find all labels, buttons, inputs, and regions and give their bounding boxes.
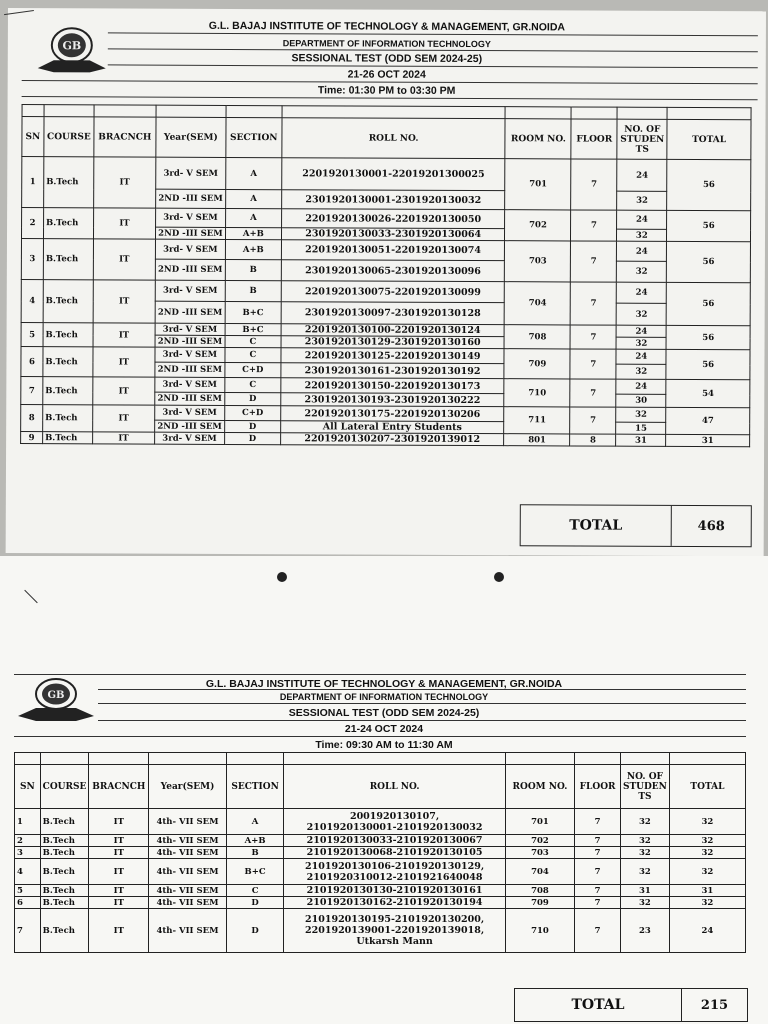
pen-mark	[24, 590, 37, 603]
cell-students: 32	[616, 364, 666, 379]
cell-sn: 1	[22, 157, 44, 208]
cell-course: B.Tech	[44, 157, 94, 208]
cell-branch: IT	[93, 208, 155, 239]
cell-floor: 7	[570, 349, 616, 379]
cell-course: B.Tech	[43, 377, 93, 405]
cell-roll: 2101920130162-2101920130194	[284, 897, 505, 909]
cell-branch: IT	[94, 157, 156, 208]
cell-year: 2ND -III SEM	[155, 420, 225, 432]
cell-roll: 2301920130001-2301920130032	[281, 190, 505, 210]
cell-floor: 7	[575, 809, 621, 835]
exam-time: Time: 09:30 AM to 11:30 AM	[315, 738, 453, 751]
cell-total: 56	[667, 241, 751, 282]
cell-year: 3rd- V SEM	[155, 323, 225, 335]
cell-section: A	[225, 208, 281, 227]
table-row	[15, 809, 746, 835]
cell-section: C+D	[225, 362, 281, 377]
cell-course: B.Tech	[43, 323, 93, 347]
cell-year: 2ND -III SEM	[155, 392, 225, 405]
col-header-roll: ROLL NO.	[284, 765, 505, 809]
grand-total-value: 215	[700, 997, 729, 1013]
cell-total: 32	[669, 847, 745, 859]
seating-table-morning	[14, 752, 746, 953]
cell-year: 4th- VII SEM	[149, 885, 226, 897]
cell-room: 711	[504, 407, 570, 434]
cell-sn: 4	[21, 280, 43, 323]
punch-hole	[277, 572, 287, 582]
seating-table-afternoon	[20, 104, 751, 447]
cell-floor: 7	[575, 909, 621, 953]
col-header-section: SECTION	[226, 117, 282, 157]
cell-year: 4th- VII SEM	[149, 909, 226, 953]
cell-section: C	[225, 377, 281, 392]
cell-section: D	[226, 909, 284, 953]
cell-students: 32	[616, 407, 666, 422]
cell-year: 3rd- V SEM	[155, 239, 225, 259]
cell-year: 4th- VII SEM	[149, 835, 226, 847]
cell-floor: 7	[575, 847, 621, 859]
col-header-students: NO. OF STUDEN TS	[620, 765, 669, 809]
cell-total: 32	[669, 809, 745, 835]
cell-branch: IT	[89, 909, 149, 953]
cell-year: 3rd- V SEM	[155, 405, 225, 420]
cell-course: B.Tech	[43, 432, 93, 444]
cell-room: 702	[505, 835, 574, 847]
cell-roll: 2201920130075-2201920130099	[281, 281, 505, 303]
cell-sn: 2	[15, 835, 41, 847]
col-header-total: TOTAL	[669, 765, 745, 809]
cell-year: 2ND -III SEM	[155, 259, 225, 280]
cell-sn: 4	[15, 859, 41, 885]
cell-roll: All Lateral Entry Students	[280, 421, 504, 434]
cell-section: A	[226, 157, 282, 189]
cell-year: 3rd- V SEM	[155, 347, 225, 362]
cell-section: B	[226, 847, 284, 859]
cell-room: 702	[505, 210, 571, 241]
grand-total-value: 468	[697, 518, 725, 534]
cell-section: D	[225, 392, 281, 405]
cell-room: 704	[505, 282, 571, 325]
cell-section: B+C	[225, 301, 281, 323]
cell-year: 2ND -III SEM	[155, 335, 225, 347]
grand-total-box	[520, 504, 752, 547]
grand-total-box	[514, 988, 748, 1022]
cell-total: 32	[669, 859, 745, 885]
cell-room: 701	[505, 159, 571, 210]
cell-total: 24	[669, 909, 745, 953]
table-row	[15, 897, 746, 909]
exam-title: SESSIONAL TEST (ODD SEM 2024-25)	[288, 706, 480, 719]
table-row	[15, 885, 746, 897]
cell-roll: 2301920130033-2301920130064	[281, 228, 505, 241]
cell-course: B.Tech	[43, 405, 93, 432]
cell-sn: 8	[21, 405, 43, 432]
cell-roll: 2201920130001-22019201300025	[282, 158, 506, 191]
cell-section: A	[226, 809, 284, 835]
cell-roll: 2201920130026-2201920130050	[281, 209, 505, 229]
cell-section: B+C	[225, 323, 281, 335]
cell-course: B.Tech	[40, 859, 89, 885]
cell-section: D	[225, 420, 281, 432]
cell-roll: 2201920130100-2201920130124	[281, 324, 505, 337]
cell-year: 3rd- V SEM	[155, 432, 225, 444]
cell-year: 3rd- V SEM	[155, 377, 225, 392]
cell-sn: 6	[15, 897, 41, 909]
cell-sn: 2	[21, 208, 43, 239]
cell-sn: 7	[15, 909, 41, 953]
cell-students: 31	[616, 434, 666, 446]
cell-year: 3rd- V SEM	[156, 157, 226, 189]
cell-students: 32	[617, 261, 667, 282]
col-header-year: Year(SEM)	[156, 117, 226, 157]
cell-students: 24	[616, 379, 666, 394]
cell-course: B.Tech	[43, 347, 93, 377]
svg-text:GB: GB	[62, 39, 82, 53]
exam-dates: 21-26 OCT 2024	[347, 67, 426, 81]
svg-text:GB: GB	[47, 690, 65, 701]
cell-total: 56	[666, 282, 750, 325]
cell-roll: 2301920130065-2301920130096	[281, 260, 505, 282]
cell-room: 704	[505, 859, 574, 885]
cell-students: 32	[616, 337, 666, 349]
cell-course: B.Tech	[43, 280, 93, 323]
cell-students: 24	[617, 282, 667, 303]
cell-section: B	[225, 259, 281, 280]
col-header-branch: BRACNCH	[94, 117, 156, 157]
col-header-branch: BRACNCH	[89, 765, 149, 809]
cell-total: 56	[666, 349, 750, 379]
cell-sn: 5	[15, 885, 41, 897]
cell-branch: IT	[93, 280, 155, 323]
cell-students: 32	[620, 859, 669, 885]
cell-floor: 7	[575, 835, 621, 847]
col-header-room: ROOM NO.	[505, 119, 571, 159]
cell-roll: 2201920130175-2201920130206	[281, 406, 505, 422]
cell-course: B.Tech	[40, 847, 89, 859]
cell-room: 708	[505, 325, 571, 349]
table-row	[21, 432, 750, 447]
cell-section: A+B	[225, 227, 281, 239]
col-header-course: COURSE	[44, 117, 94, 157]
cell-roll: 2201920130125-2201920130149	[281, 348, 505, 364]
table-row	[15, 847, 746, 859]
department-title: DEPARTMENT OF INFORMATION TECHNOLOGY	[282, 37, 491, 49]
table-row	[15, 909, 746, 953]
cell-students: 32	[617, 229, 667, 241]
table-row	[15, 859, 746, 885]
cell-branch: IT	[93, 323, 155, 347]
cell-total: 56	[667, 210, 751, 241]
cell-sn: 5	[21, 323, 43, 347]
cell-section: C+D	[225, 405, 281, 420]
table-row	[21, 323, 750, 338]
cell-year: 2ND -III SEM	[155, 362, 225, 377]
cell-branch: IT	[89, 885, 149, 897]
col-header-sn: SN	[15, 765, 41, 809]
cell-total: 31	[666, 434, 750, 446]
cell-floor: 7	[570, 407, 616, 434]
cell-branch: IT	[89, 835, 149, 847]
col-header-students: NO. OF STUDEN TS	[617, 119, 667, 159]
cell-room: 710	[505, 909, 574, 953]
col-header-course: COURSE	[40, 765, 89, 809]
cell-floor: 7	[570, 325, 616, 349]
col-header-room: ROOM NO.	[505, 765, 574, 809]
cell-year: 2ND -III SEM	[155, 301, 225, 323]
cell-students: 32	[616, 303, 666, 325]
table-row	[15, 835, 746, 847]
cell-branch: IT	[93, 239, 155, 280]
table-row	[21, 280, 750, 304]
cell-sn: 1	[15, 809, 41, 835]
cell-roll: 2201920130150-2201920130173	[281, 378, 505, 394]
col-header-sn: SN	[22, 117, 44, 157]
cell-students: 24	[617, 241, 667, 261]
table-row	[21, 347, 750, 365]
cell-course: B.Tech	[40, 885, 89, 897]
cell-total: 32	[669, 835, 745, 847]
cell-year: 4th- VII SEM	[149, 809, 226, 835]
col-header-section: SECTION	[226, 765, 284, 809]
cell-branch: IT	[89, 859, 149, 885]
cell-branch: IT	[93, 405, 155, 432]
cell-section: A+B	[225, 239, 281, 259]
cell-section: C	[225, 347, 281, 362]
cell-floor: 7	[571, 159, 617, 210]
cell-year: 2ND -III SEM	[155, 227, 225, 239]
cell-students: 15	[616, 422, 666, 434]
cell-section: A	[226, 189, 282, 208]
grand-total-label: TOTAL	[521, 505, 672, 546]
table-row	[21, 405, 750, 423]
cell-section: A+B	[226, 835, 284, 847]
cell-section: D	[226, 897, 284, 909]
cell-branch: IT	[89, 847, 149, 859]
cell-section: C	[225, 335, 281, 347]
cell-total: 31	[669, 885, 745, 897]
col-header-total: TOTAL	[667, 119, 751, 159]
cell-students: 24	[616, 325, 666, 337]
cell-sn: 7	[21, 377, 43, 405]
cell-year: 4th- VII SEM	[149, 847, 226, 859]
cell-branch: IT	[93, 432, 155, 444]
cell-year: 3rd- V SEM	[155, 280, 225, 301]
cell-branch: IT	[89, 809, 149, 835]
cell-roll: 2101920130130-2101920130161	[284, 885, 505, 897]
cell-course: B.Tech	[40, 835, 89, 847]
cell-section: C	[226, 885, 284, 897]
cell-roll: 2301920130097-2301920130128	[281, 302, 505, 325]
cell-students: 24	[616, 349, 666, 364]
cell-students: 24	[617, 210, 667, 229]
cell-floor: 7	[570, 379, 616, 407]
cell-students: 23	[620, 909, 669, 953]
cell-sn: 9	[21, 432, 43, 444]
table-row	[21, 377, 750, 395]
cell-roll: 2101920130106-2101920130129, 2101920310012-2101921640048	[284, 859, 505, 885]
cell-room: 801	[504, 434, 570, 446]
cell-roll: 2201920130207-2301920139012	[280, 433, 504, 446]
table-row	[21, 239, 750, 262]
cell-total: 32	[669, 897, 745, 909]
col-header-year: Year(SEM)	[149, 765, 226, 809]
exam-title: SESSIONAL TEST (ODD SEM 2024-25)	[291, 51, 483, 65]
pen-mark	[4, 10, 34, 15]
cell-students: 32	[620, 847, 669, 859]
sheet-morning-seating-plan	[0, 556, 768, 1024]
cell-students: 32	[620, 897, 669, 909]
cell-course: B.Tech	[43, 239, 93, 280]
cell-section: D	[224, 432, 280, 444]
cell-total: 54	[666, 379, 750, 407]
grand-total-label: TOTAL	[515, 989, 682, 1021]
cell-course: B.Tech	[40, 909, 89, 953]
cell-total: 56	[667, 159, 751, 210]
cell-floor: 7	[571, 241, 617, 282]
col-header-roll: ROLL NO.	[282, 118, 506, 159]
cell-sn: 3	[15, 847, 41, 859]
cell-sn: 3	[21, 239, 43, 280]
cell-sn: 6	[21, 347, 43, 377]
cell-students: 24	[617, 159, 667, 191]
cell-roll: 2301920130129-2301920130160	[281, 336, 505, 349]
cell-branch: IT	[93, 347, 155, 377]
cell-floor: 7	[575, 859, 621, 885]
cell-room: 701	[505, 809, 574, 835]
institute-title: G.L. BAJAJ INSTITUTE OF TECHNOLOGY & MANAGEMENT, GR.NOIDA	[208, 19, 566, 33]
cell-year: 4th- VII SEM	[149, 897, 226, 909]
cell-students: 32	[617, 191, 667, 210]
sheet-afternoon-seating-plan	[6, 8, 766, 556]
cell-room: 709	[505, 897, 574, 909]
punch-hole	[494, 572, 504, 582]
cell-room: 703	[505, 847, 574, 859]
table-row	[22, 208, 751, 230]
exam-dates: 21-24 OCT 2024	[344, 722, 424, 735]
cell-branch: IT	[93, 377, 155, 405]
col-header-floor: FLOOR	[575, 765, 621, 809]
cell-floor: 7	[571, 282, 617, 325]
table-row	[22, 157, 751, 192]
cell-floor: 7	[575, 885, 621, 897]
cell-students: 32	[620, 809, 669, 835]
cell-branch: IT	[89, 897, 149, 909]
institute-title: G.L. BAJAJ INSTITUTE OF TECHNOLOGY & MANAGEMENT, GR.NOIDA	[205, 677, 563, 690]
cell-course: B.Tech	[40, 897, 89, 909]
cell-roll: 2201920130051-2201920130074	[281, 240, 505, 261]
col-header-floor: FLOOR	[571, 119, 617, 159]
cell-total: 56	[666, 325, 750, 349]
cell-course: B.Tech	[40, 809, 89, 835]
cell-roll: 2101920130033-2101920130067	[284, 835, 505, 847]
cell-floor: 8	[570, 434, 616, 446]
cell-roll: 2101920130068-2101920130105	[284, 847, 505, 859]
cell-room: 710	[504, 379, 570, 407]
cell-floor: 7	[575, 897, 621, 909]
cell-section: B	[225, 280, 281, 301]
cell-total: 47	[666, 407, 750, 434]
cell-year: 2ND -III SEM	[156, 189, 226, 208]
cell-year: 4th- VII SEM	[149, 859, 226, 885]
cell-students: 30	[616, 394, 666, 407]
department-title: DEPARTMENT OF INFORMATION TECHNOLOGY	[279, 691, 489, 702]
cell-roll: 2301920130161-2301920130192	[281, 363, 505, 379]
cell-students: 32	[620, 835, 669, 847]
cell-roll: 2101920130195-2101920130200, 2201920139001-2201920139018, Utkarsh Mann	[284, 909, 505, 953]
cell-room: 709	[504, 349, 570, 379]
cell-roll: 2001920130107, 2101920130001-2101920130032	[284, 809, 505, 835]
cell-students: 31	[620, 885, 669, 897]
cell-roll: 2301920130193-2301920130222	[281, 393, 505, 407]
cell-year: 3rd- V SEM	[155, 208, 225, 227]
exam-time: Time: 01:30 PM to 03:30 PM	[317, 83, 456, 97]
cell-room: 708	[505, 885, 574, 897]
cell-room: 703	[505, 241, 571, 282]
cell-section: B+C	[226, 859, 284, 885]
cell-course: B.Tech	[43, 208, 93, 239]
cell-floor: 7	[571, 210, 617, 241]
